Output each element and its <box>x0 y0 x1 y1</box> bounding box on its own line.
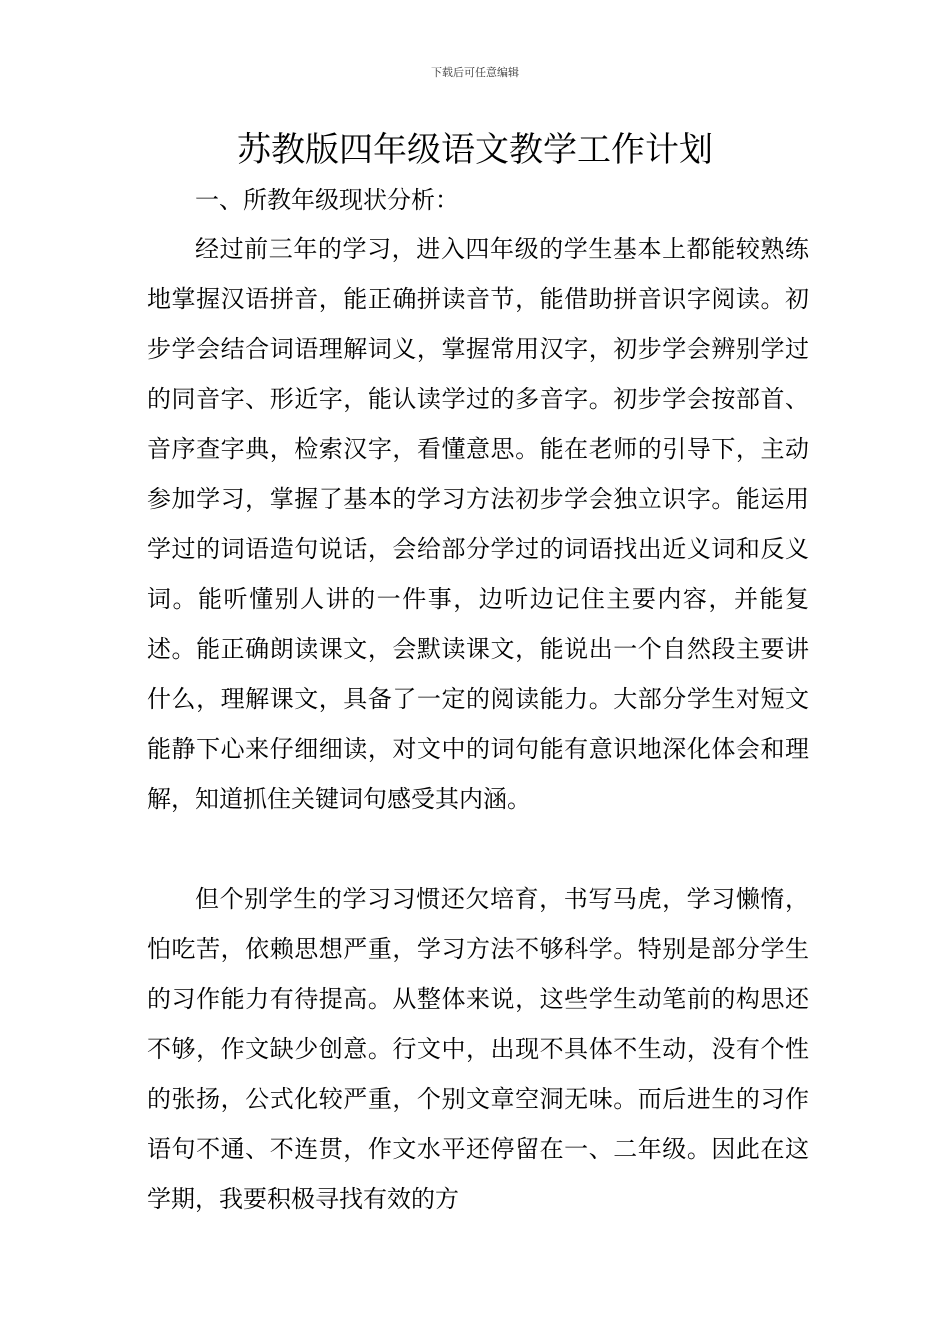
section-heading: 一、所教年级现状分析： <box>195 186 459 214</box>
body-paragraph-1: 经过前三年的学习，进入四年级的学生基本上都能较熟练地掌握汉语拼音，能正确拼读音节，能借助拼音识字阅读。初步学会结合词语理解词义，掌握常用汉字，初步学会辨别学过的同音字、形近字，能认读学过的多音字。初步学会按部首、音序查字典，检索汉字，看懂意思。能在老师的引导下，主动参加学习，掌握了基本的学习方法初步学会独立识字。能运用学过的词语造句说话，会给部分学过的词语找出近义词和反义词。能听懂别人讲的一件事，边听边记住主要内容，并能复述。能正确朗读课文，会默读课文，能说出一个自然段主要讲什么，理解课文，具备了一定的阅读能力。大部分学生对短文能静下心来仔细细读，对文中的词句能有意识地深化体会和理解，知道抓住关键词句感受其内涵。 <box>147 235 809 813</box>
header-note: 下载后可任意编辑 <box>431 66 519 79</box>
body-paragraph-2: 但个别学生的学习习惯还欠培育，书写马虎，学习懒惰，怕吃苦，依赖思想严重，学习方法不够科学。特别是部分学生的习作能力有待提高。从整体来说，这些学生动笔前的构思还不够，作文缺少创意。行文中，出现不具体不生动，没有个性的张扬，公式化较严重，个别文章空洞无味。而后进生的习作语句不通、不连贯，作文水平还停留在一、二年级。因此在这学期，我要积极寻找有效的方 <box>147 885 809 1213</box>
document-title: 苏教版四年级语文教学工作计划 <box>237 130 713 170</box>
